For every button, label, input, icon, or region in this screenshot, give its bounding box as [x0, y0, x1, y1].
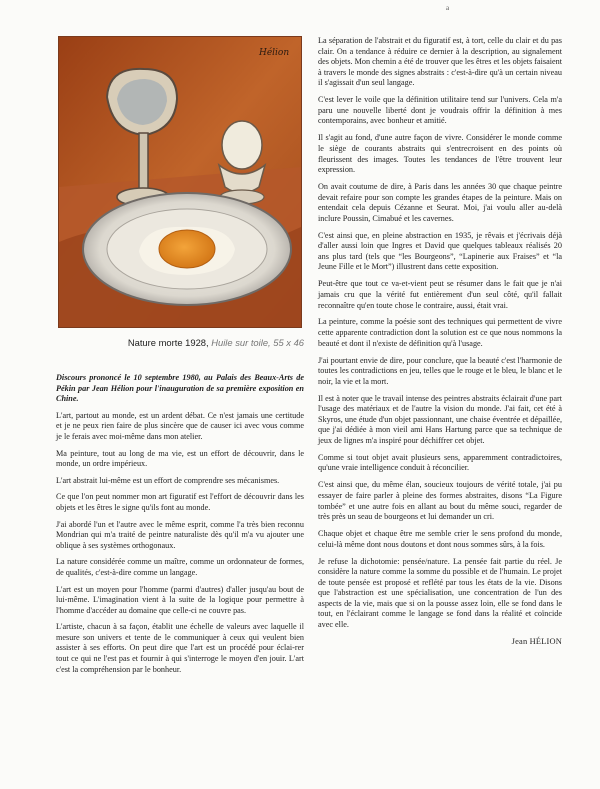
caption-medium: Huile sur toile, 55 x 46	[211, 337, 304, 348]
right-paragraph-12: Chaque objet et chaque être me semble crier le sens profond du monde, celui-là même dont nous doutons et dont nous sommes sûrs, à la fois.	[318, 529, 562, 549]
right-paragraph-13: Je refuse la dichotomie: pensée/nature. La pensée fait partie du réel. Je considère la nature comme la somme du possible et de l'humain. Le projet de toute pensée est proposé et reflété par tous les états de la vie. Disons que l'abstraction est une spécialisation, une concentration de l'un des aspects de la vie, mais que si on la pousse assez loin, elle se fond dans le tout, en l'éclairant comme le langage se fond dans la réalité et coïncide avec elle.	[318, 556, 562, 630]
right-paragraph-8: J'ai pourtant envie de dire, pour conclure, que la beauté c'est l'harmonie de toutes les contradictions en jeu, telles que le rouge et le bleu, le blanc et le noir, la vie et la mort.	[318, 355, 562, 386]
right-paragraph-5: C'est ainsi que, en pleine abstraction en 1935, je rêvais et j'écrivais déjà d'aller aussi loin que Ingres et David que quelques tableaux réalisés 20 ans plus tard (tels que “les Bourgeons”, “Lapinerie aux Fraises” et “la Jeune Fille et le Mort”) illustrent dans cette exposition.	[318, 230, 562, 272]
left-paragraph-7: L'art est un moyen pour l'homme (parmi d'autres) d'aller jusqu'au bout de lui-même. L'imagination vient à la suite de la logique pour permettre à l'homme d'accéder au domaine que celle-ci ne couvre pas.	[56, 584, 304, 615]
right-paragraph-10: Comme si tout objet avait plusieurs sens, apparemment contradictoires, qu'une vraie intelligence conduit à réconcilier.	[318, 452, 562, 473]
painting-still-life	[58, 36, 302, 328]
right-paragraph-9: Il est à noter que le travail intense des peintres abstraits éclairait d'une part l'usage des matériaux et de l'autre la vision du monde. J'ai fait, cet été à Skyros, une étude d'un objet passionnant, une chaise éventrée et dépaillée, que j'ai dédiée à mon vieil ami Hans Hartung parce que sa technique de jeux de lignes m'a inspiré pour déchiffrer cet objet.	[318, 393, 562, 445]
left-paragraph-5: J'ai abordé l'un et l'autre avec le même esprit, comme l'a très bien reconnu Mondrian qui m'a traité de peintre naturaliste dès qu'il m'a vu ajouter une oblique à ses systèmes orthogonaux.	[56, 519, 304, 550]
author-signature: Jean HÉLION	[511, 636, 562, 646]
right-paragraph-4: On avait coutume de dire, à Paris dans les années 30 que chaque peintre devait refaire pour son compte les grandes étapes de la peinture. Mais on entendait cela depuis Cézanne et Seurat. Moi, j'ai voulu aller au-delà inclure Poussin, Cimabué et les cavernes.	[318, 182, 562, 223]
right-paragraph-11: C'est ainsi que, du même élan, soucieux toujours de vérité totale, j'ai pu essayer de faire parler à pleine des formes abstraites, disons “La Figure tombée” et une autre fois en allant au bout du même souci, regarder de très près un seau de bourgeons et lui demander un cri.	[318, 480, 562, 522]
left-paragraph-6: La nature considérée comme un maître, comme un ordonnateur de formes, de qualités, c'est-à-dire comme un langage.	[56, 557, 304, 577]
right-paragraph-7: La peinture, comme la poésie sont des techniques qui permettent de vivre cette apparente contradiction dont la solution est ce que nous nommons la beauté et dont il n'existe de définition qu'à l'usage.	[318, 317, 562, 348]
page-speck: a	[446, 4, 450, 12]
left-paragraph-1: L'art, partout au monde, est un ardent débat. Ce n'est jamais une certitude et je ne peux rien faire de plus sincère que de causer ici avec vous comme je le ferais avec moi-même dans mon atelier.	[56, 410, 304, 441]
left-paragraph-8: L'artiste, chacun à sa façon, établit une échelle de valeurs avec laquelle il mesure son univers et tente de le communiquer à ceux qui veulent bien assister à ses efforts. On peut dire que l'art est un procédé pour éclai-rer tout ce qui ne l'est pas et fournir à qui s'interroge le moyen d'en jouir. L'art c'est la compréhension par le bonheur.	[56, 622, 304, 674]
intro-paragraph: Discours prononcé le 10 septembre 1980, au Palais des Beaux-Arts de Pékin par Jean Hélion pour l'inauguration de sa première exposition en Chine.	[56, 373, 304, 404]
left-paragraph-2: Ma peinture, tout au long de ma vie, est un effort de découvrir, dans le monde, un ordre impérieux.	[56, 448, 304, 469]
left-paragraph-3: L'art abstrait lui-même est un effort de comprendre ses mécanismes.	[56, 475, 280, 485]
right-paragraph-2: C'est lever le voile que la définition utilitaire tend sur l'univers. Cela m'a paru une nouvelle liberté dont je voudrais offrir la définition à mes contemporains, avec bonheur et amitié.	[318, 95, 562, 126]
right-column	[318, 36, 562, 646]
right-paragraph-1: La séparation de l'abstrait et du figuratif est, à tort, celle du clair et du pas clair. On a tendance à réduire ce dernier à la description, au signalement des objets. Mon chemin a été de trouver que les êtres et les objets faisaient à travers le monde des signes abstraits : c'est-à-dire qu'à un certain niveau il s'agissait d'un seul langage.	[318, 36, 562, 88]
right-paragraph-3: Il s'agit au fond, d'une autre façon de vivre. Considérer le monde comme le siège de courants abstraits qui s'entrecroisent en des points où fleurissent des images. Toutes les tendances de l'être trouvent leur expression.	[318, 133, 562, 175]
painting-signature: Hélion	[259, 48, 290, 58]
painting-caption	[56, 337, 304, 348]
left-paragraph-4: Ce que l'on peut nommer mon art figuratif est l'effort de découvrir dans les objets et les êtres le signe qu'ils font au monde.	[56, 492, 304, 512]
caption-title: Nature morte 1928,	[127, 337, 209, 348]
left-column	[56, 36, 304, 681]
right-paragraph-6: Peut-être que tout ce va-et-vient peut se résumer dans le fait que je n'ai jamais cru que la vérité fut entièrement d'un seul côté, qu'il fallait reconnaître qu'en toute chose le contraire, aussi, était vrai.	[318, 279, 562, 310]
